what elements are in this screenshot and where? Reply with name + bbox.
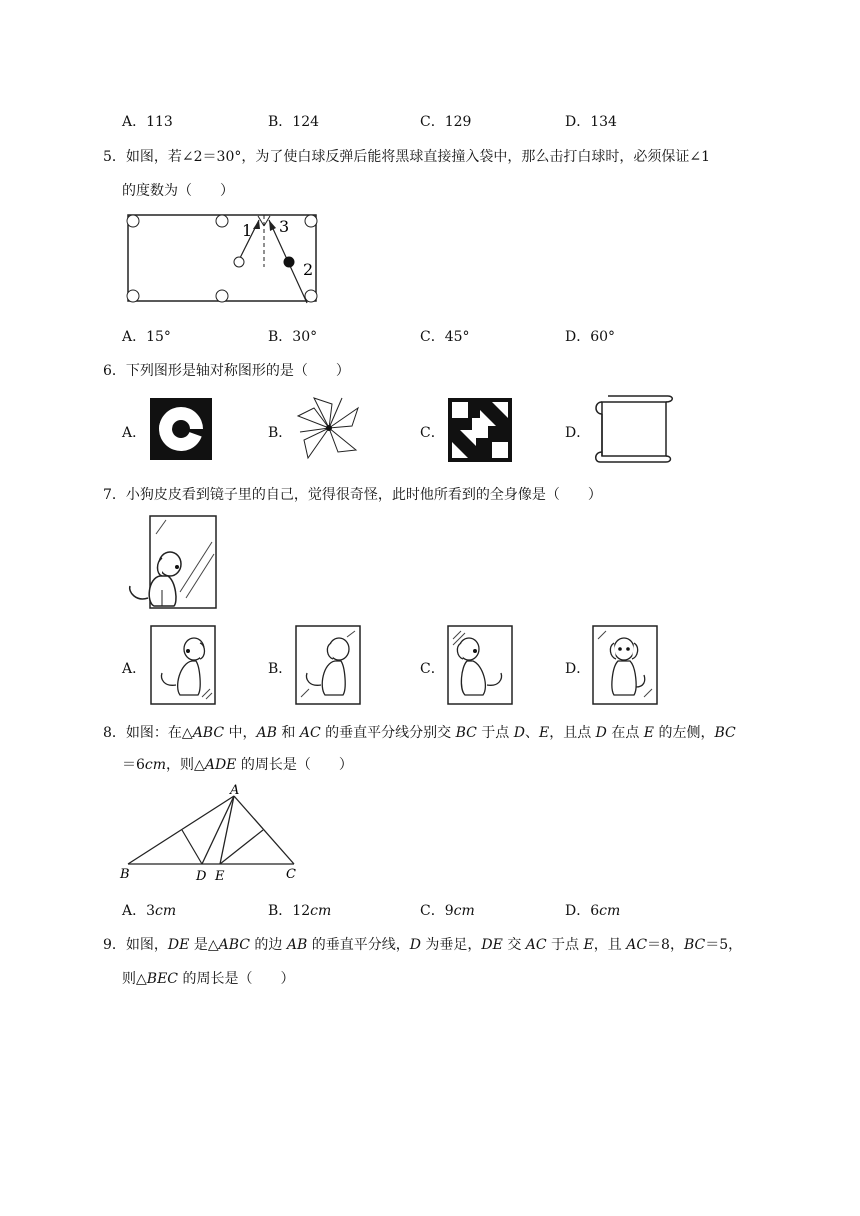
q9-stem-line1: 9．如图，DE 是△ABC 的边 AB 的垂直平分线，D 为垂足，DE 交 AC 于点 E，且 AC＝8，BC＝5， bbox=[103, 937, 743, 953]
q5-option-a: A．15° bbox=[122, 329, 171, 345]
q8-stem-line2: ＝6cm，则△ADE 的周长是（ ） bbox=[122, 757, 353, 773]
q8-label-e: E bbox=[215, 869, 225, 884]
q5-stem-line2: 的度数为（ ） bbox=[122, 183, 234, 199]
q5-option-d: D．60° bbox=[565, 329, 616, 345]
q7-option-b-letter: B． bbox=[268, 661, 293, 677]
q8-label-b: B bbox=[120, 867, 130, 882]
q7-option-b-figure bbox=[295, 625, 361, 705]
q8-label-c: C bbox=[286, 867, 296, 882]
q7-option-a-letter: A． bbox=[122, 661, 147, 677]
q4-option-b: B．124 bbox=[268, 114, 320, 130]
q5-angle-label-3: 3 bbox=[279, 217, 290, 236]
q7-dog-mirror-figure bbox=[122, 512, 220, 612]
q8-option-d: D．6cm bbox=[565, 903, 621, 919]
q6-option-b-letter: B． bbox=[268, 425, 293, 441]
q8-label-a: A bbox=[230, 783, 240, 798]
q6-option-c-letter: C． bbox=[420, 425, 445, 441]
q6-stem: 6．下列图形是轴对称图形的是（ ） bbox=[103, 363, 350, 379]
q6-option-d-letter: D． bbox=[565, 425, 591, 441]
q4-option-a: A．113 bbox=[122, 114, 173, 130]
q6-option-b-figure bbox=[294, 394, 364, 462]
q9-stem-line2: 则△BEC 的周长是（ ） bbox=[122, 971, 295, 987]
q6-option-a-letter: A． bbox=[122, 425, 147, 441]
q8-triangle-figure bbox=[118, 784, 300, 884]
q8-option-c: C．9cm bbox=[420, 903, 475, 919]
q5-stem-line1: 5．如图，若∠2＝30°，为了使白球反弹后能将黑球直接撞入袋中，那么击打白球时，必须保证∠1 bbox=[103, 149, 710, 165]
q8-option-b: B．12cm bbox=[268, 903, 332, 919]
q7-option-c-letter: C． bbox=[420, 661, 445, 677]
q6-option-c-figure bbox=[448, 398, 512, 462]
q6-option-a-figure bbox=[150, 398, 212, 460]
q6-option-d-figure bbox=[592, 394, 674, 464]
q5-billiard-table-figure bbox=[122, 210, 322, 306]
q5-angle-label-2: 2 bbox=[303, 260, 314, 279]
q4-option-c: C．129 bbox=[420, 114, 472, 130]
q7-option-a-figure bbox=[150, 625, 216, 705]
q5-option-b: B．30° bbox=[268, 329, 318, 345]
q7-option-d-figure bbox=[592, 625, 658, 705]
q8-label-d: D bbox=[196, 869, 207, 884]
q5-angle-label-1: 1 bbox=[242, 221, 253, 240]
q5-option-c: C．45° bbox=[420, 329, 470, 345]
q8-option-a: A．3cm bbox=[122, 903, 177, 919]
q7-option-d-letter: D． bbox=[565, 661, 591, 677]
q4-option-d: D．134 bbox=[565, 114, 617, 130]
q7-option-c-figure bbox=[447, 625, 513, 705]
q8-stem-line1: 8．如图：在△ABC 中，AB 和 AC 的垂直平分线分别交 BC 于点 D、E，且点 D 在点 E 的左侧，BC bbox=[103, 725, 736, 741]
q7-stem: 7．小狗皮皮看到镜子里的自己，觉得很奇怪，此时他所看到的全身像是（ ） bbox=[103, 487, 602, 503]
